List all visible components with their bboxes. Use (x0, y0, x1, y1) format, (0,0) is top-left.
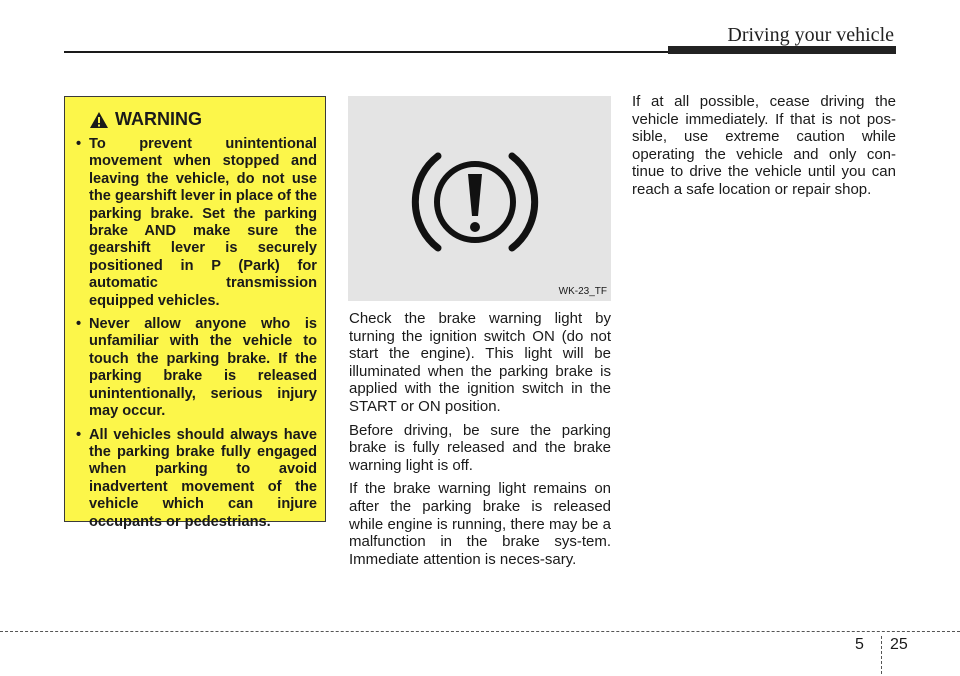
bullet-icon: • (76, 136, 82, 152)
paragraph: Before driving, be sure the parking brake is fully released and the brake warning light is off. (349, 421, 611, 474)
footer-rule (0, 631, 960, 632)
warning-item (75, 136, 317, 310)
running-header: Driving your vehicle (727, 24, 894, 46)
warning-title: WARNING (115, 109, 202, 129)
paragraph: If at all possible, cease driving the vehicle immediately. If that is not pos-sible, use extreme caution while operating the vehicle and only con-tinue to drive the vehicle until you can reach a safe location or repair shop. (632, 93, 896, 198)
warning-item-text: To prevent unintentional movement when stopped and leaving the vehicle, do not use the gearshift lever in place of the parking brake. Set the parking brake AND make sure the gearshift lever is securely positioned in P (Park) for automatic transmission equipped vehicles. (89, 136, 317, 309)
page-number: 25 (890, 636, 908, 653)
warning-item (75, 316, 317, 420)
warning-item-text: Never allow anyone who is unfamiliar with the vehicle to touch the parking brake. If the parking brake is released unintentionally, serious injury may occur. (89, 316, 317, 420)
bullet-icon: • (76, 426, 82, 443)
paragraph: If the brake warning light remains on after the parking brake is released while engine is running, there may be a malfunction in the brake sys-tem. Immediate attention is neces-sary. (349, 480, 611, 568)
warning-triangle-icon (89, 111, 109, 129)
warning-box (64, 96, 326, 530)
warning-list (75, 136, 317, 531)
paragraph: Check the brake warning light by turning the ignition switch ON (do not start the engine). This light will be illuminated when the parking brake is applied with the ignition switch in the START or ON position. (349, 310, 611, 415)
warning-item (75, 427, 317, 531)
body-column-2 (349, 310, 611, 574)
page-number-divider (881, 636, 882, 674)
body-column-3 (632, 93, 896, 205)
figure-caption: WK-23_TF (558, 286, 607, 297)
header-rule-accent (668, 46, 896, 54)
warning-item-text: All vehicles should always have the parking brake fully engaged when parking to avoid inadvertent movement of the vehicle which can injure occupants or pedestrians. (89, 426, 317, 530)
brake-warning-icon (410, 142, 540, 262)
chapter-number: 5 (855, 636, 864, 653)
bullet-icon: • (76, 316, 82, 333)
warning-heading (89, 109, 317, 130)
brake-warning-figure (348, 96, 611, 301)
